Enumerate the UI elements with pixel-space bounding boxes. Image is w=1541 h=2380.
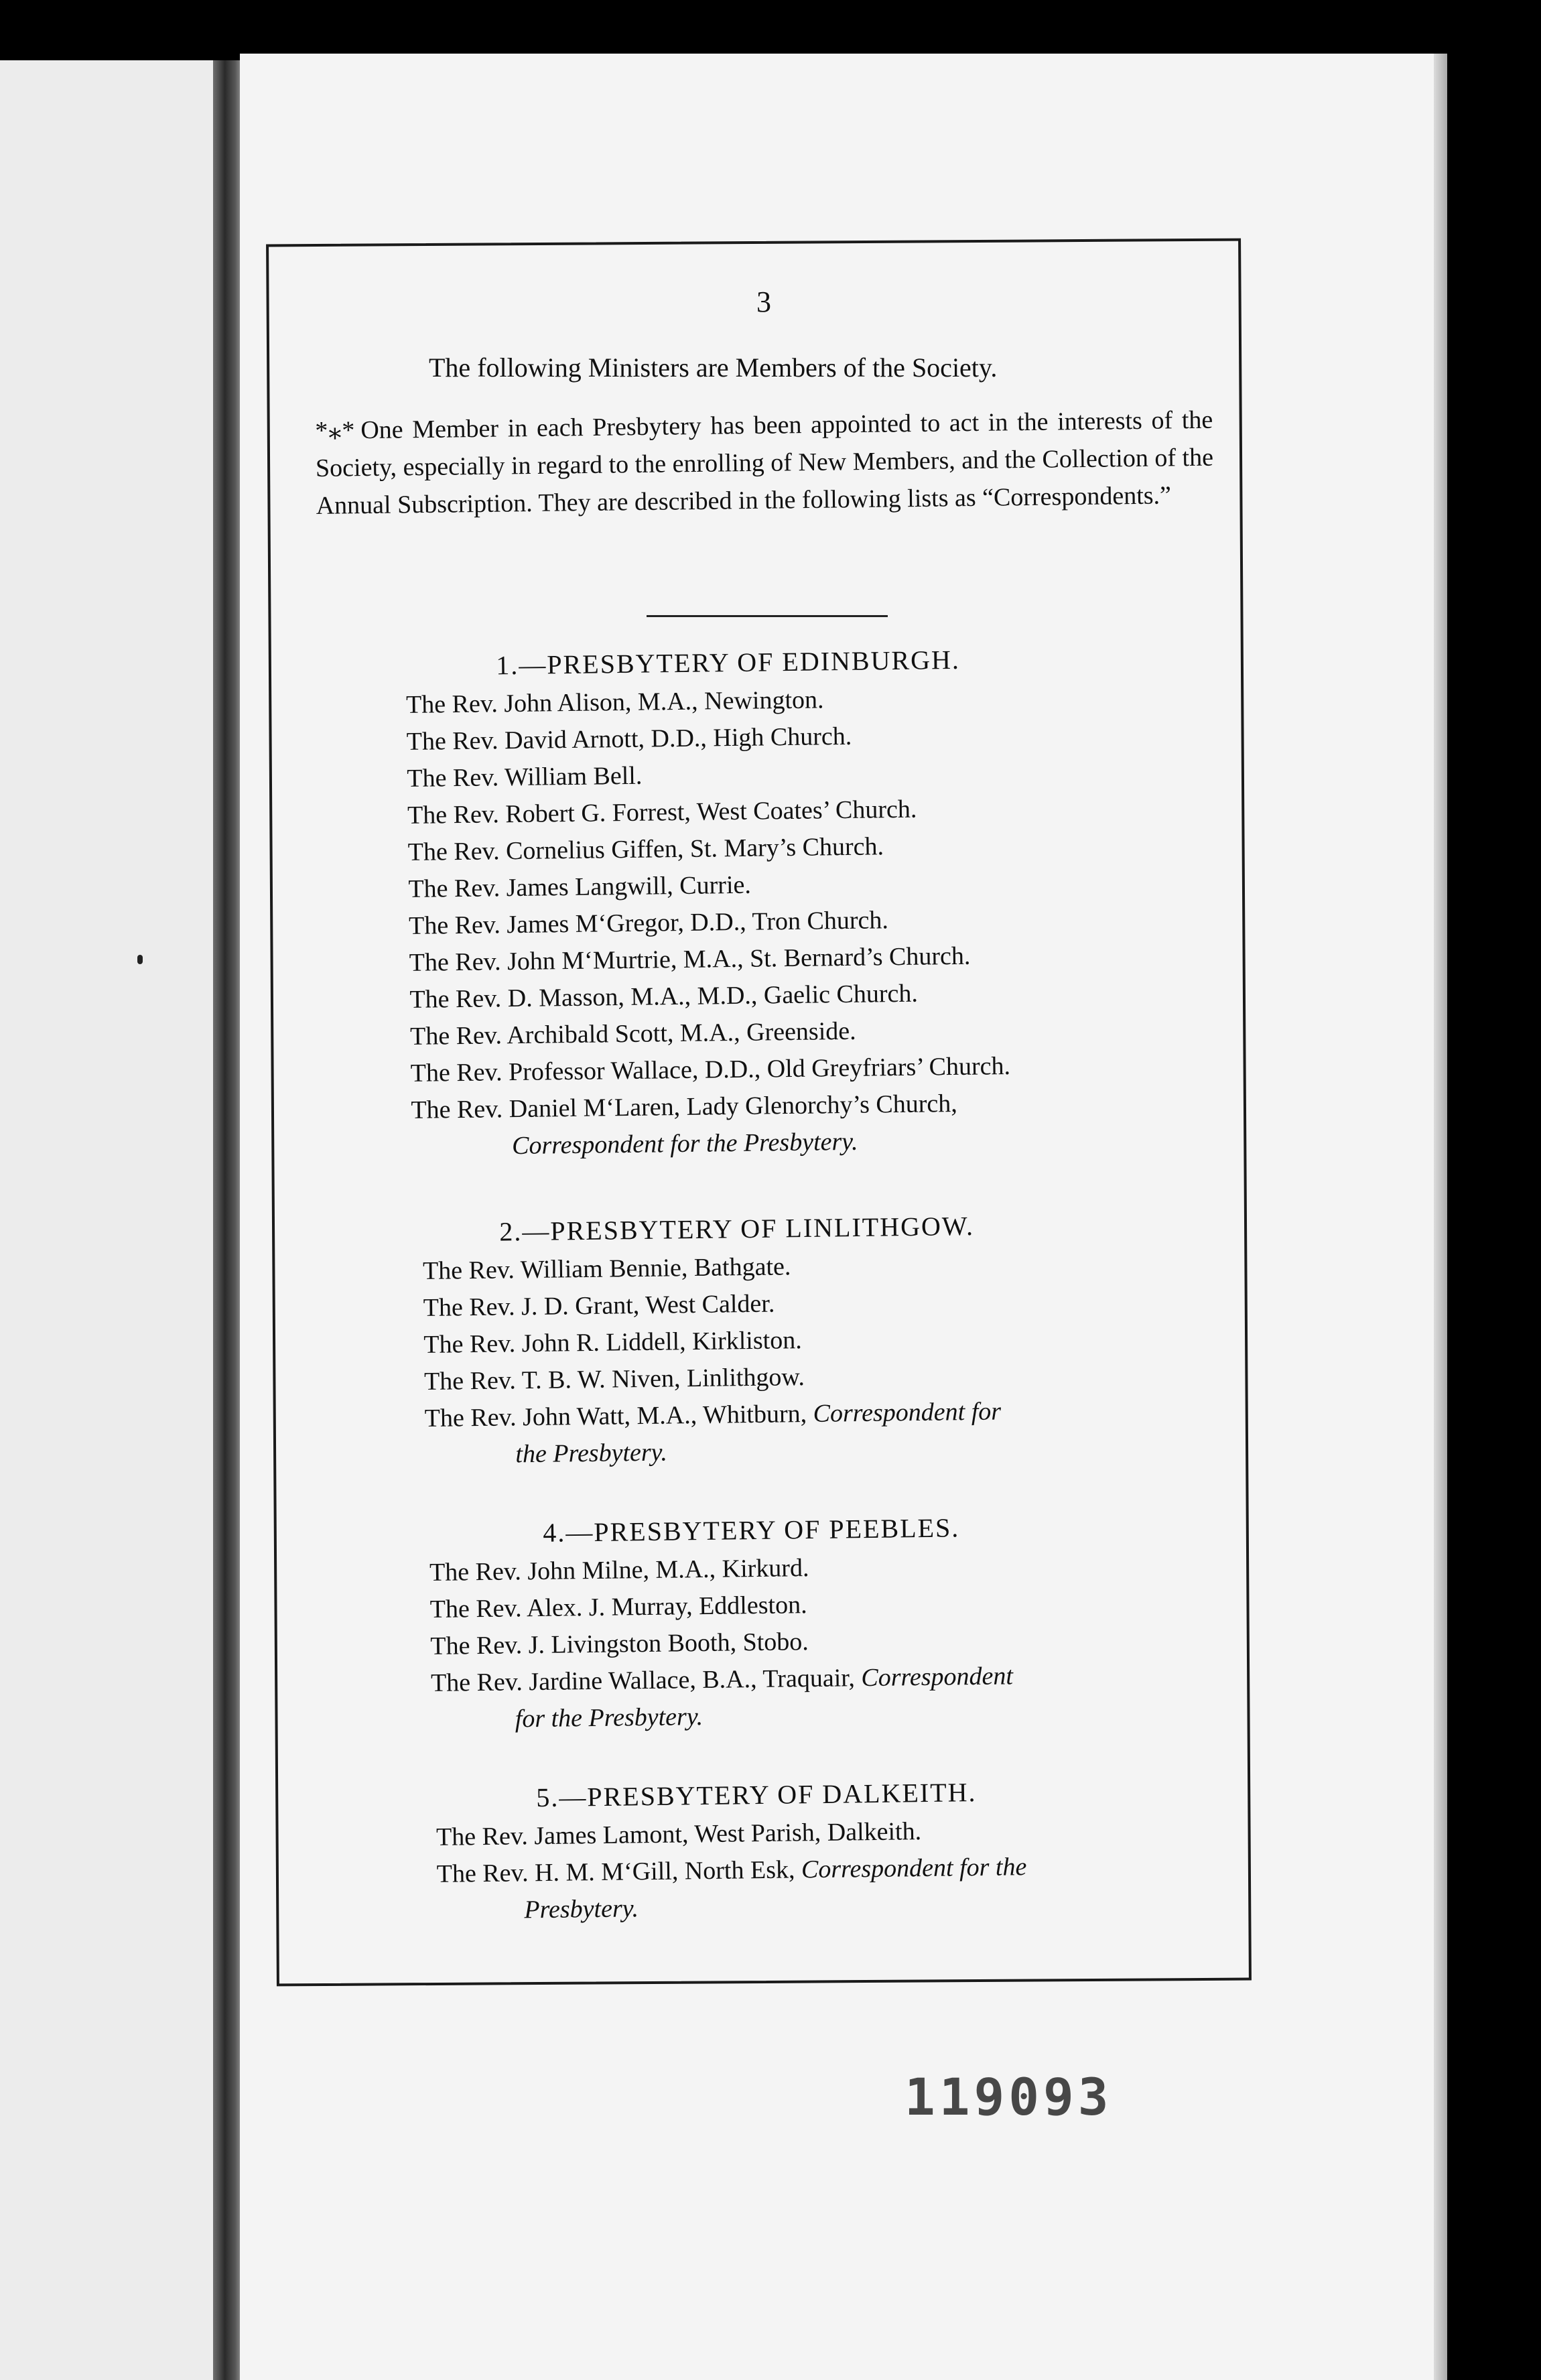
list-item (431, 1658, 1014, 1702)
book-spine (213, 60, 243, 2380)
correspondent-note: Correspondent for the Presbytery. (511, 1127, 858, 1161)
page-heading: The following Ministers are Members of the Society. (429, 352, 998, 383)
section-title: 5.—PRESBYTERY OF DALKEITH. (536, 1777, 977, 1813)
accession-stamp: 119093 (904, 2067, 1113, 2127)
section-dalkeith (436, 1772, 1027, 1930)
correspondent-note: Correspondent for the (801, 1853, 1027, 1884)
list-item: The Rev. James Langwill, Currie. (408, 870, 752, 903)
ink-mark (137, 955, 143, 964)
page-number: 3 (756, 285, 771, 318)
asterism: *⁎* (315, 416, 356, 445)
list-item: The Rev. James Lamont, West Parish, Dalkeith. (436, 1817, 922, 1851)
section-linlithgow (422, 1205, 1002, 1473)
list-item: The Rev. William Bell. (407, 761, 643, 793)
correspondent-note: Correspondent (861, 1662, 1014, 1693)
list-item: The Rev. John Milne, M.A., Kirkurd. (429, 1554, 809, 1587)
left-page (0, 60, 218, 2380)
correspondent-note: Presbytery. (524, 1894, 639, 1924)
list-item: The Rev. Robert G. Forrest, West Coates’ Church. (407, 795, 917, 830)
entry-text: The Rev. H. M. M‘Gill, North Esk, (436, 1855, 795, 1888)
list-item: The Rev. T. B. W. Niven, Linlithgow. (423, 1363, 805, 1396)
correspondent-note: Correspondent for (813, 1397, 1002, 1428)
section-title: 2.—PRESBYTERY OF LINLITHGOW. (499, 1210, 975, 1247)
list-item: The Rev. Professor Wallace, D.D., Old Greyfriars’ Church. (410, 1052, 1011, 1087)
entry-text: The Rev. John Watt, M.A., Whitburn, (424, 1400, 807, 1433)
section-peebles (429, 1507, 1014, 1739)
list-item: The Rev. J. D. Grant, West Calder. (423, 1289, 775, 1322)
list-item: The Rev. David Arnott, D.D., High Church. (406, 722, 852, 756)
section-title: 1.—PRESBYTERY OF EDINBURGH. (496, 644, 961, 681)
list-item: The Rev. John M‘Murtrie, M.A., St. Bernard’s Church. (409, 941, 971, 977)
list-item: The Rev. Cornelius Giffen, St. Mary’s Church. (407, 832, 884, 866)
list-item: The Rev. James M‘Gregor, D.D., Tron Church. (408, 906, 889, 940)
list-item (436, 1849, 1026, 1893)
correspondent-note: for the Presbytery. (515, 1703, 704, 1733)
intro-text: One Member in each Presbytery has been appointed to act in the interests of the Society, especially in regard to the enrolling of New Members, and the Collection of the Annual Subscription. They are described in the following lists as “Correspondents.” (315, 405, 1214, 520)
intro-paragraph (315, 401, 1214, 525)
list-item (424, 1393, 1001, 1437)
section-title: 4.—PRESBYTERY OF PEEBLES. (543, 1512, 960, 1548)
list-item: The Rev. Archibald Scott, M.A., Greenside. (409, 1016, 856, 1051)
list-item: The Rev. John Alison, M.A., Newington. (405, 685, 824, 719)
divider-rule (647, 615, 888, 617)
list-item: The Rev. John R. Liddell, Kirkliston. (423, 1326, 802, 1359)
entry-text: The Rev. Jardine Wallace, B.A., Traquair, (430, 1664, 856, 1697)
list-item: The Rev. Alex. J. Murray, Eddleston. (429, 1591, 807, 1624)
list-item: The Rev. D. Masson, M.A., M.D., Gaelic Church. (409, 979, 919, 1014)
page-edge (1434, 54, 1447, 2380)
list-item: The Rev. Daniel M‘Laren, Lady Glenorchy’s Church, (411, 1089, 957, 1124)
list-item: The Rev. J. Livingston Booth, Stobo. (430, 1628, 809, 1660)
correspondent-note: the Presbytery. (515, 1438, 668, 1469)
list-item: The Rev. William Bennie, Bathgate. (422, 1252, 791, 1285)
section-edinburgh (405, 639, 1012, 1166)
